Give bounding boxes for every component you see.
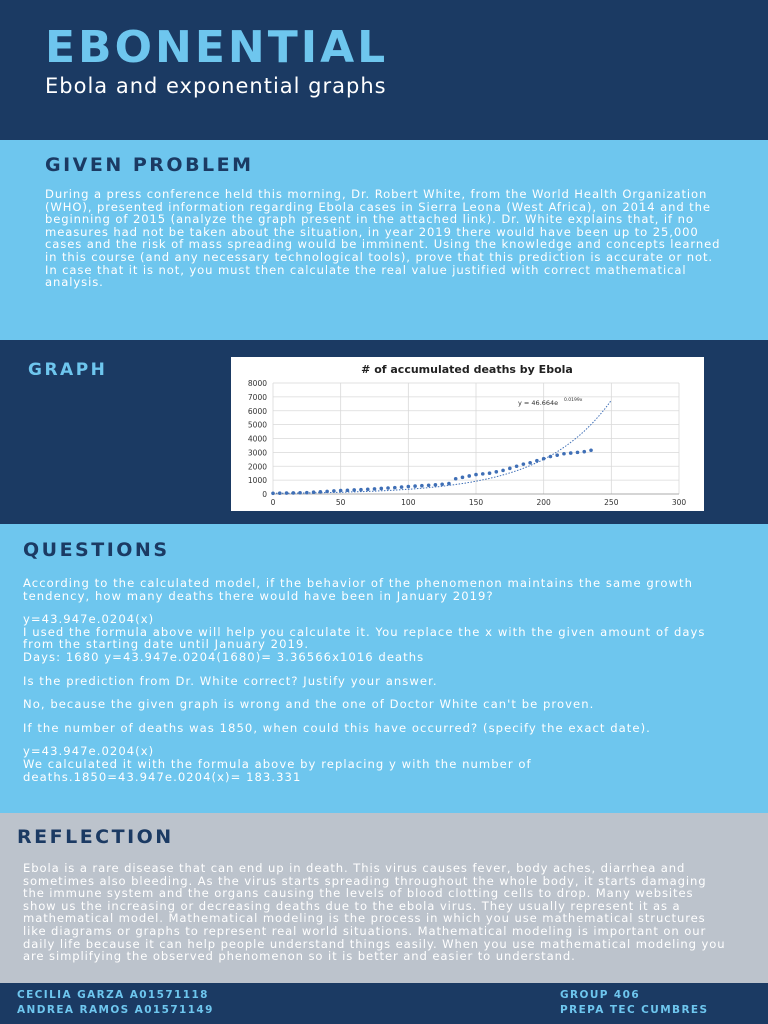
data-point (481, 472, 485, 476)
y-tick-label: 1000 (247, 476, 267, 486)
answer-2: No, because the given graph is wrong and the one of Doctor White can't be proven. (23, 697, 595, 712)
page-subtitle: Ebola and exponential graphs (45, 74, 387, 98)
author-1: CECILIA GARZA A01571118 (17, 989, 209, 1001)
data-point (434, 483, 438, 487)
x-tick-label: 250 (604, 498, 619, 507)
data-point (427, 483, 431, 487)
data-point (292, 491, 296, 495)
y-tick-label: 7000 (247, 392, 267, 402)
data-point (562, 452, 566, 456)
x-tick-label: 100 (401, 498, 416, 507)
data-point (346, 488, 350, 492)
answer-1-text: I used the formula above will help you calculate it. You replace the x with the given amount of days from the starting date until January 2019. (23, 624, 706, 652)
y-tick-label: 6000 (247, 406, 267, 416)
data-point (352, 488, 356, 492)
answer-1-formula: y=43.947e.0204(x) (23, 612, 155, 627)
y-tick-label: 5000 (247, 420, 267, 430)
data-point (278, 491, 282, 495)
data-point (407, 485, 411, 489)
data-point (555, 453, 559, 457)
data-point (528, 461, 532, 465)
data-point (535, 459, 539, 463)
data-point (332, 489, 336, 493)
answer-3-text: We calculated it with the formula above by replacing y with the number of deaths.1850=43.947e.0204(x)= 183.331 (23, 756, 532, 784)
data-point (522, 462, 526, 466)
data-point (508, 467, 512, 471)
x-tick-label: 200 (536, 498, 551, 507)
answer-3-formula: y=43.947e.0204(x) (23, 744, 155, 759)
data-point (400, 485, 404, 489)
trendline-equation: y = 46.664e (518, 399, 559, 407)
x-tick-label: 50 (335, 498, 346, 507)
data-point (467, 474, 471, 478)
author-2: ANDREA RAMOS A01571149 (17, 1004, 214, 1016)
data-point (589, 448, 593, 452)
answer-1-days: Days: 1680 y=43.947e.0204(1680)= 3.36566x1016 deaths (23, 649, 425, 664)
data-point (359, 488, 363, 492)
data-point (420, 484, 424, 488)
data-point (312, 490, 316, 494)
footer (0, 983, 768, 1024)
questions-section (0, 524, 768, 813)
data-point (393, 486, 397, 490)
header (0, 0, 768, 140)
y-tick-label: 2000 (247, 462, 267, 472)
given-problem-heading: GIVEN PROBLEM (45, 154, 254, 176)
data-point (325, 490, 329, 494)
trendline (273, 400, 611, 493)
data-point (319, 490, 323, 494)
y-tick-label: 4000 (247, 434, 267, 444)
y-tick-label: 0 (262, 490, 267, 499)
data-point (488, 471, 492, 475)
data-point (576, 451, 580, 455)
data-point (542, 457, 546, 461)
data-point (285, 491, 289, 495)
data-point (271, 492, 275, 496)
x-tick-label: 300 (671, 498, 687, 507)
data-point (495, 470, 499, 474)
data-point (366, 487, 370, 491)
data-point (413, 484, 417, 488)
chart-title: # of accumulated deaths by Ebola (361, 363, 573, 376)
data-point (501, 469, 505, 473)
data-point (454, 477, 458, 481)
page-title: EBONENTIAL (45, 22, 389, 73)
data-point (582, 450, 586, 454)
group-label: GROUP 406 (560, 989, 641, 1001)
questions-heading: QUESTIONS (23, 539, 170, 561)
data-point (569, 451, 573, 455)
x-tick-label: 0 (270, 498, 276, 507)
question-2: Is the prediction from Dr. White correct? Justify your answer. (23, 673, 438, 688)
ebola-deaths-chart (231, 357, 704, 511)
data-point (440, 482, 444, 486)
data-point (373, 487, 377, 491)
question-3: If the number of deaths was 1850, when could this have occurred? (specify the exact date). (23, 720, 651, 735)
y-tick-label: 3000 (247, 448, 267, 458)
data-point (461, 476, 465, 480)
data-point (549, 455, 553, 459)
given-problem-section (0, 140, 768, 340)
data-point (386, 486, 390, 490)
data-point (447, 482, 451, 486)
data-point (339, 489, 343, 493)
reflection-text: Ebola is a rare disease that can end up in death. This virus causes fever, body aches, diarrhea and sometimes also bleeding. As the virus starts spreading throughout the whole body, it starts damaging the immune system and the organs causing the levels of blood clotting cells to drop. Many websites show us the increasing or decreasing deaths due to the ebola virus. They usually represent it as a mathematical model. Mathematical modeling is the process in which you use mathematical structures like diagrams or graphs to represent real world situations. Mathematical modeling is important on our daily life because it can help people understand things easily. When you use mathematical modeling you are simplifying the observed phenomenon so it is better and easier to understand. (23, 861, 726, 964)
trendline-exponent: 0.0199x (564, 398, 583, 403)
data-point (474, 473, 478, 477)
data-point (515, 464, 519, 468)
data-point (298, 491, 302, 495)
data-point (305, 491, 309, 495)
graph-heading: GRAPH (28, 360, 108, 380)
data-point (379, 487, 383, 491)
y-tick-label: 8000 (247, 379, 267, 388)
given-problem-text: During a press conference held this morning, Dr. Robert White, from the World Health Organization (WHO), presented information regarding Ebola cases in Sierra Leona (West Africa), on 2014 and the beginning of 2015 (analyze the graph present in the attached link). Dr. White explains that, if no measures had not be taken about the situation, in year 2019 there would have been up to 25,000 cases and the risk of mass spreading would be imminent. Using the knowledge and concepts learned in this course (and any necessary technological tools), prove that this prediction is accurate or not. In case that it is not, you must then calculate the real value justified with correct mathematical analysis. (45, 187, 721, 290)
question-1: According to the calculated model, if the behavior of the phenomenon maintains the same growth tendency, how many deaths there would have been in January 2019? (23, 576, 694, 603)
reflection-section (0, 813, 768, 983)
school-label: PREPA TEC CUMBRES (560, 1004, 709, 1016)
x-tick-label: 150 (468, 498, 484, 507)
reflection-heading: REFLECTION (17, 826, 174, 848)
